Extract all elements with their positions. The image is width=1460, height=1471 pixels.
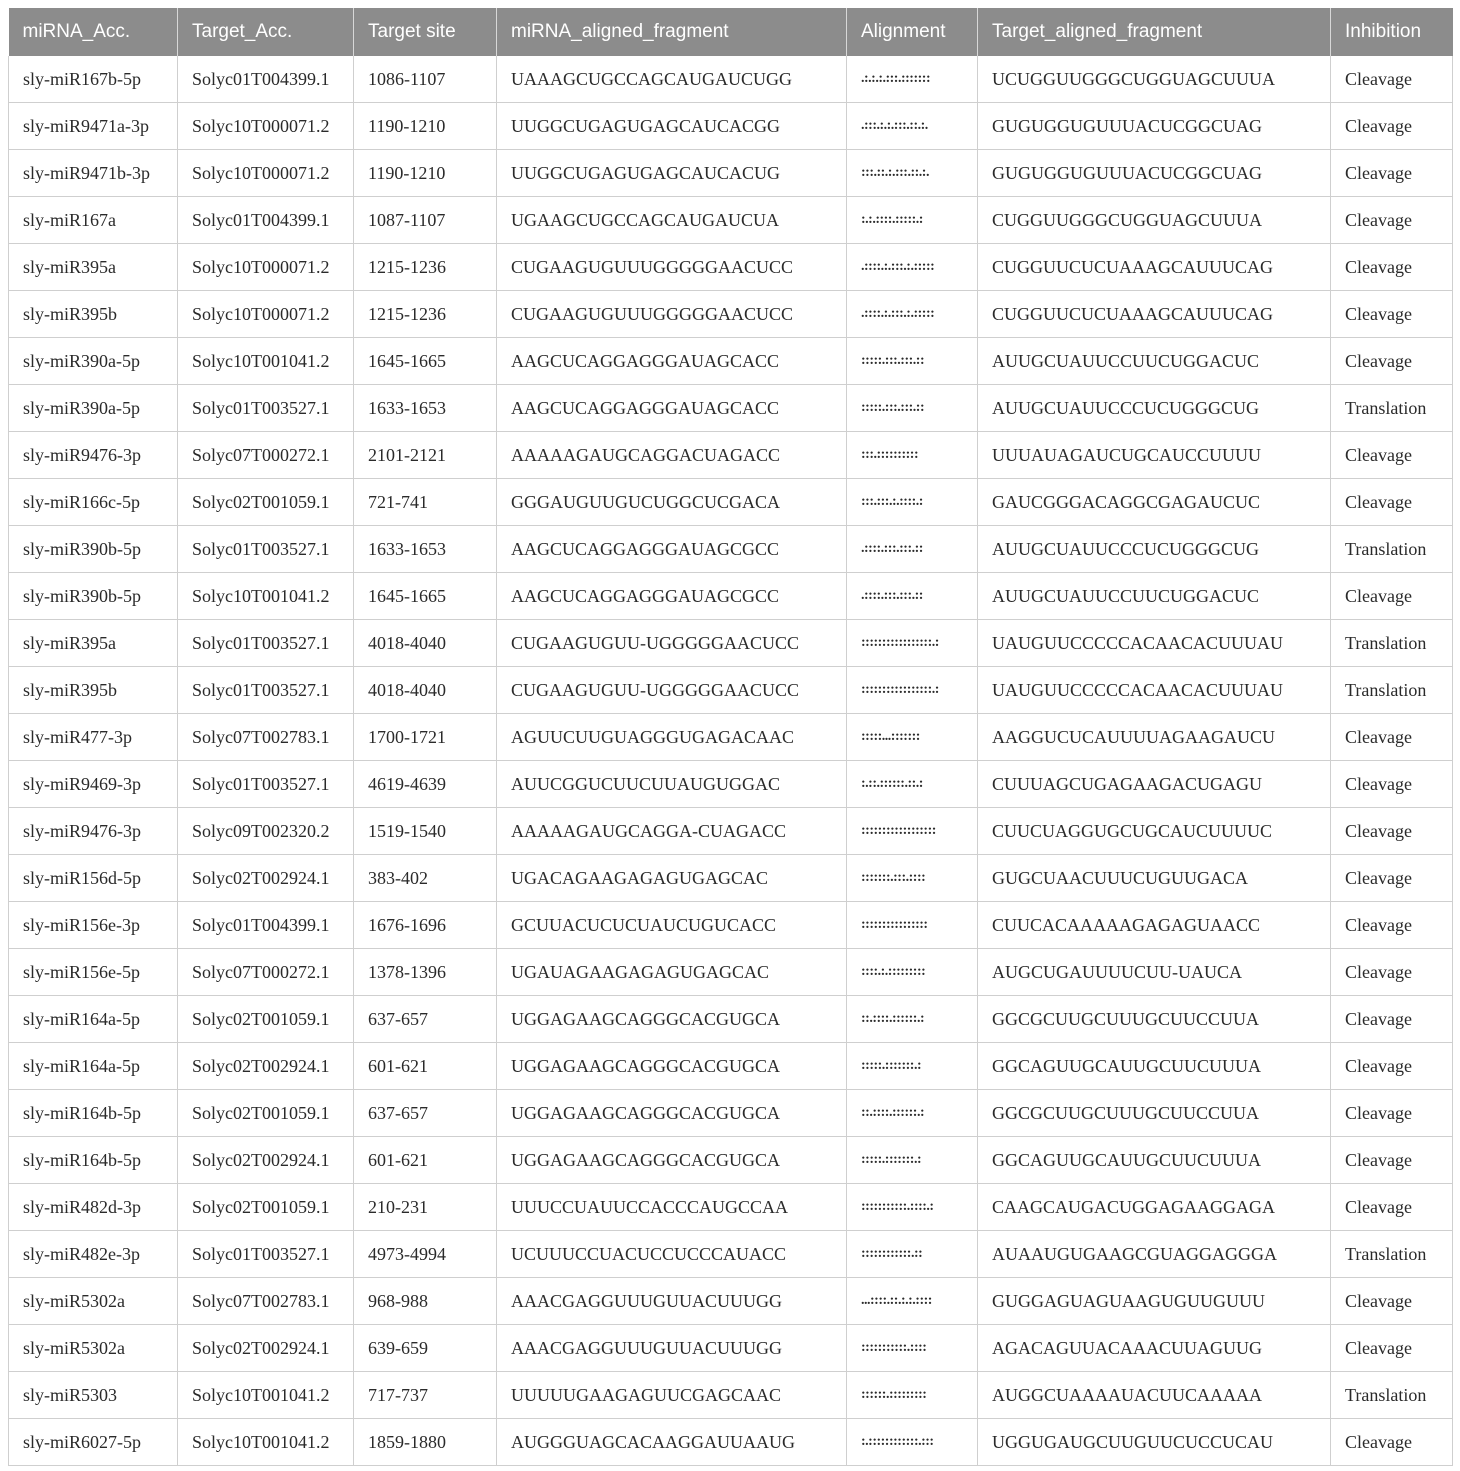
target-site-cell: 1859-1880 [354, 1419, 497, 1466]
target-fragment-cell: UUUAUAGAUCUGCAUCCUUUU [978, 432, 1331, 479]
header-alignment: Alignment [847, 8, 978, 56]
mirna-fragment-cell: CUGAAGUGUUUGGGGGAACUCC [497, 291, 847, 338]
target-site-cell: 1633-1653 [354, 385, 497, 432]
mirna-fragment-cell: UCUUUCCUACUCCUCCCAUACC [497, 1231, 847, 1278]
alignment-cell: :::::::::::.::::.: [847, 1184, 978, 1231]
table-row [9, 620, 1453, 667]
target-site-cell: 4973-4994 [354, 1231, 497, 1278]
mirna-acc-cell: sly-miR6027-5p [9, 1419, 178, 1466]
alignment-cell: .::::.:.:::.:.::::: [847, 291, 978, 338]
alignment-cell: :.::.::::::.::.: [847, 761, 978, 808]
table-row [9, 479, 1453, 526]
target-acc-cell: Solyc02T002924.1 [178, 1325, 354, 1372]
target-fragment-cell: CUGGUUCUCUAAAGCAUUUCAG [978, 291, 1331, 338]
table-row [9, 244, 1453, 291]
target-site-cell: 4018-4040 [354, 667, 497, 714]
table-row [9, 855, 1453, 902]
alignment-cell: :::::.:::.:::.:: [847, 338, 978, 385]
alignment-cell: .:::.:.:.:::.::.:. [847, 103, 978, 150]
target-site-cell: 601-621 [354, 1043, 497, 1090]
table-row [9, 1372, 1453, 1419]
table-row [9, 338, 1453, 385]
table-row [9, 949, 1453, 996]
mirna-acc-cell: sly-miR395b [9, 667, 178, 714]
mirna-fragment-cell: UGGAGAAGCAGGGCACGUGCA [497, 1043, 847, 1090]
alignment-cell: ::::.:.::::::::: [847, 949, 978, 996]
table-row [9, 996, 1453, 1043]
target-acc-cell: Solyc01T003527.1 [178, 1231, 354, 1278]
target-fragment-cell: GAUCGGGACAGGCGAGAUCUC [978, 479, 1331, 526]
table-row [9, 1419, 1453, 1466]
mirna-acc-cell: sly-miR390a-5p [9, 385, 178, 432]
inhibition-cell: Cleavage [1331, 479, 1453, 526]
target-acc-cell: Solyc01T004399.1 [178, 56, 354, 103]
mirna-fragment-cell: CUGAAGUGUU-UGGGGGAACUCC [497, 620, 847, 667]
header-target-acc: Target_Acc. [178, 8, 354, 56]
target-acc-cell: Solyc01T004399.1 [178, 902, 354, 949]
mirna-acc-cell: sly-miR395a [9, 620, 178, 667]
target-site-cell: 1086-1107 [354, 56, 497, 103]
table-row [9, 197, 1453, 244]
target-fragment-cell: CAAGCAUGACUGGAGAAGGAGA [978, 1184, 1331, 1231]
table-row [9, 808, 1453, 855]
alignment-cell: :::::.:::::::.: [847, 1043, 978, 1090]
table-row [9, 56, 1453, 103]
target-acc-cell: Solyc09T002320.2 [178, 808, 354, 855]
target-site-cell: 1645-1665 [354, 573, 497, 620]
inhibition-cell: Cleavage [1331, 1278, 1453, 1325]
target-site-cell: 210-231 [354, 1184, 497, 1231]
inhibition-cell: Cleavage [1331, 949, 1453, 996]
mirna-fragment-cell: AAAAAGAUGCAGGA-CUAGACC [497, 808, 847, 855]
mirna-acc-cell: sly-miR5303 [9, 1372, 178, 1419]
target-acc-cell: Solyc01T003527.1 [178, 761, 354, 808]
target-fragment-cell: UAUGUUCCCCCACAACACUUUAU [978, 620, 1331, 667]
target-acc-cell: Solyc07T000272.1 [178, 949, 354, 996]
inhibition-cell: Cleavage [1331, 761, 1453, 808]
inhibition-cell: Cleavage [1331, 244, 1453, 291]
target-acc-cell: Solyc02T001059.1 [178, 479, 354, 526]
alignment-cell: :.:.::::.:::::.: [847, 197, 978, 244]
mirna-fragment-cell: AAGCUCAGGAGGGAUAGCGCC [497, 526, 847, 573]
target-site-cell: 1378-1396 [354, 949, 497, 996]
target-site-cell: 1700-1721 [354, 714, 497, 761]
alignment-cell: :::.::.:.:::.::.:. [847, 150, 978, 197]
target-fragment-cell: AUUGCUAUUCCUUCUGGACUC [978, 573, 1331, 620]
table-row [9, 902, 1453, 949]
mirna-fragment-cell: AAACGAGGUUUGUUACUUUGG [497, 1278, 847, 1325]
mirna-fragment-cell: AAAAAGAUGCAGGACUAGACC [497, 432, 847, 479]
target-acc-cell: Solyc02T001059.1 [178, 1090, 354, 1137]
mirna-fragment-cell: AAGCUCAGGAGGGAUAGCACC [497, 385, 847, 432]
mirna-acc-cell: sly-miR9469-3p [9, 761, 178, 808]
mirna-acc-cell: sly-miR5302a [9, 1325, 178, 1372]
alignment-cell: .::::.:.:::.:.::::: [847, 244, 978, 291]
mirna-fragment-cell: UGAAGCUGCCAGCAUGAUCUA [497, 197, 847, 244]
target-acc-cell: Solyc02T001059.1 [178, 1184, 354, 1231]
alignment-cell: .::::.:::.:::.:: [847, 573, 978, 620]
mirna-acc-cell: sly-miR164b-5p [9, 1090, 178, 1137]
mirna-fragment-cell: GCUUACUCUCUAUCUGUCACC [497, 902, 847, 949]
mirna-fragment-cell: AUGGGUAGCACAAGGAUUAAUG [497, 1419, 847, 1466]
header-mirna-acc: miRNA_Acc. [9, 8, 178, 56]
target-acc-cell: Solyc10T001041.2 [178, 338, 354, 385]
target-fragment-cell: UAUGUUCCCCCACAACACUUUAU [978, 667, 1331, 714]
mirna-acc-cell: sly-miR9476-3p [9, 808, 178, 855]
mirna-acc-cell: sly-miR156d-5p [9, 855, 178, 902]
table-row [9, 150, 1453, 197]
inhibition-cell: Cleavage [1331, 1419, 1453, 1466]
target-acc-cell: Solyc01T003527.1 [178, 620, 354, 667]
mirna-acc-cell: sly-miR167b-5p [9, 56, 178, 103]
inhibition-cell: Cleavage [1331, 338, 1453, 385]
mirna-acc-cell: sly-miR390b-5p [9, 573, 178, 620]
mirna-acc-cell: sly-miR164b-5p [9, 1137, 178, 1184]
mirna-acc-cell: sly-miR156e-3p [9, 902, 178, 949]
target-acc-cell: Solyc10T001041.2 [178, 1372, 354, 1419]
alignment-cell: :::.:::::::::: [847, 432, 978, 479]
alignment-cell: ::::::.::::::::: [847, 1372, 978, 1419]
table-row [9, 1090, 1453, 1137]
alignment-cell: :::.:::.:.::::.: [847, 479, 978, 526]
target-site-cell: 4619-4639 [354, 761, 497, 808]
inhibition-cell: Cleavage [1331, 573, 1453, 620]
target-fragment-cell: AUUGCUAUUCCUUCUGGACUC [978, 338, 1331, 385]
mirna-fragment-cell: AAACGAGGUUUGUUACUUUGG [497, 1325, 847, 1372]
mirna-fragment-cell: UAAAGCUGCCAGCAUGAUCUGG [497, 56, 847, 103]
target-acc-cell: Solyc02T002924.1 [178, 855, 354, 902]
table-header [9, 8, 1453, 56]
mirna-acc-cell: sly-miR9471a-3p [9, 103, 178, 150]
inhibition-cell: Translation [1331, 385, 1453, 432]
mirna-fragment-cell: GGGAUGUUGUCUGGCUCGACA [497, 479, 847, 526]
alignment-cell: ::.::::.::::::.: [847, 996, 978, 1043]
target-site-cell: 721-741 [354, 479, 497, 526]
alignment-cell: :::::::::::::::::.: [847, 620, 978, 667]
inhibition-cell: Translation [1331, 1231, 1453, 1278]
mirna-fragment-cell: UUGGCUGAGUGAGCAUCACGG [497, 103, 847, 150]
alignment-cell: :::::.:::::::.: [847, 1137, 978, 1184]
inhibition-cell: Cleavage [1331, 714, 1453, 761]
inhibition-cell: Cleavage [1331, 996, 1453, 1043]
target-acc-cell: Solyc01T004399.1 [178, 197, 354, 244]
table-row [9, 1184, 1453, 1231]
target-fragment-cell: AUUGCUAUUCCCUCUGGGCUG [978, 526, 1331, 573]
table-row [9, 1325, 1453, 1372]
mirna-acc-cell: sly-miR164a-5p [9, 996, 178, 1043]
inhibition-cell: Cleavage [1331, 197, 1453, 244]
target-acc-cell: Solyc10T001041.2 [178, 573, 354, 620]
mirna-acc-cell: sly-miR395a [9, 244, 178, 291]
mirna-acc-cell: sly-miR482e-3p [9, 1231, 178, 1278]
table-row [9, 573, 1453, 620]
inhibition-cell: Cleavage [1331, 103, 1453, 150]
table-row [9, 667, 1453, 714]
mirna-fragment-cell: AAGCUCAGGAGGGAUAGCACC [497, 338, 847, 385]
target-fragment-cell: GGCAGUUGCAUUGCUUCUUUA [978, 1137, 1331, 1184]
alignment-cell: .::::.:::.:::.:: [847, 526, 978, 573]
alignment-cell: :::::::::::::::::.: [847, 667, 978, 714]
alignment-cell: :::::.:::.:::.:: [847, 385, 978, 432]
target-fragment-cell: AGACAGUUACAAACUUAGUUG [978, 1325, 1331, 1372]
inhibition-cell: Cleavage [1331, 1090, 1453, 1137]
inhibition-cell: Translation [1331, 620, 1453, 667]
target-acc-cell: Solyc10T001041.2 [178, 1419, 354, 1466]
table-row [9, 1278, 1453, 1325]
target-acc-cell: Solyc01T003527.1 [178, 385, 354, 432]
target-fragment-cell: AUGCUGAUUUUCUU-UAUCA [978, 949, 1331, 996]
alignment-cell: :::::::.:::.:::: [847, 855, 978, 902]
target-fragment-cell: UCUGGUUGGGCUGGUAGCUUUA [978, 56, 1331, 103]
target-fragment-cell: AAGGUCUCAUUUUAGAAGAUCU [978, 714, 1331, 761]
table-body [9, 56, 1453, 1466]
mirna-fragment-cell: UGAUAGAAGAGAGUGAGCAC [497, 949, 847, 996]
mirna-acc-cell: sly-miR9471b-3p [9, 150, 178, 197]
table-row [9, 291, 1453, 338]
mirna-fragment-cell: UGACAGAAGAGAGUGAGCAC [497, 855, 847, 902]
target-fragment-cell: AUAAUGUGAAGCGUAGGAGGGA [978, 1231, 1331, 1278]
inhibition-cell: Translation [1331, 1372, 1453, 1419]
target-acc-cell: Solyc07T002783.1 [178, 1278, 354, 1325]
target-site-cell: 383-402 [354, 855, 497, 902]
inhibition-cell: Translation [1331, 526, 1453, 573]
target-site-cell: 1215-1236 [354, 244, 497, 291]
mirna-acc-cell: sly-miR164a-5p [9, 1043, 178, 1090]
target-site-cell: 637-657 [354, 996, 497, 1043]
target-fragment-cell: AUGGCUAAAAUACUUCAAAAA [978, 1372, 1331, 1419]
target-site-cell: 1087-1107 [354, 197, 497, 244]
inhibition-cell: Cleavage [1331, 291, 1453, 338]
target-site-cell: 1190-1210 [354, 150, 497, 197]
table-row [9, 714, 1453, 761]
inhibition-cell: Cleavage [1331, 150, 1453, 197]
mirna-fragment-cell: UGGAGAAGCAGGGCACGUGCA [497, 1090, 847, 1137]
target-acc-cell: Solyc10T000071.2 [178, 291, 354, 338]
target-fragment-cell: GUGUGGUGUUUACUCGGCUAG [978, 103, 1331, 150]
target-site-cell: 639-659 [354, 1325, 497, 1372]
alignment-cell: :::::::::::::::: [847, 902, 978, 949]
target-acc-cell: Solyc07T002783.1 [178, 714, 354, 761]
target-acc-cell: Solyc02T002924.1 [178, 1043, 354, 1090]
alignment-cell: :.::::::::::::.::: [847, 1419, 978, 1466]
mirna-acc-cell: sly-miR156e-5p [9, 949, 178, 996]
inhibition-cell: Cleavage [1331, 56, 1453, 103]
mirna-acc-cell: sly-miR9476-3p [9, 432, 178, 479]
target-fragment-cell: GUGGAGUAGUAAGUGUUGUUU [978, 1278, 1331, 1325]
inhibition-cell: Cleavage [1331, 1137, 1453, 1184]
target-acc-cell: Solyc10T000071.2 [178, 244, 354, 291]
target-site-cell: 1215-1236 [354, 291, 497, 338]
table-row [9, 1137, 1453, 1184]
target-fragment-cell: CUGGUUCUCUAAAGCAUUUCAG [978, 244, 1331, 291]
target-acc-cell: Solyc10T000071.2 [178, 103, 354, 150]
table-row [9, 1043, 1453, 1090]
inhibition-cell: Cleavage [1331, 432, 1453, 479]
alignment-cell: :::::::::::.:::: [847, 1325, 978, 1372]
mirna-fragment-cell: UGGAGAAGCAGGGCACGUGCA [497, 996, 847, 1043]
mirna-fragment-cell: UUUUUGAAGAGUUCGAGCAAC [497, 1372, 847, 1419]
mirna-acc-cell: sly-miR390b-5p [9, 526, 178, 573]
target-site-cell: 1519-1540 [354, 808, 497, 855]
target-acc-cell: Solyc02T001059.1 [178, 996, 354, 1043]
target-site-cell: 1190-1210 [354, 103, 497, 150]
target-site-cell: 601-621 [354, 1137, 497, 1184]
alignment-cell: :::::...::::::: [847, 714, 978, 761]
table-row [9, 761, 1453, 808]
mirna-fragment-cell: UUUCCUAUUCCACCCAUGCCAA [497, 1184, 847, 1231]
mirna-fragment-cell: AUUCGGUCUUCUUAUGUGGAC [497, 761, 847, 808]
header-mirna-aligned-fragment: miRNA_aligned_fragment [497, 8, 847, 56]
mirna-acc-cell: sly-miR167a [9, 197, 178, 244]
header-inhibition: Inhibition [1331, 8, 1453, 56]
mirna-fragment-cell: CUGAAGUGUUUGGGGGAACUCC [497, 244, 847, 291]
alignment-cell: ...::::.::.:.:.:::: [847, 1278, 978, 1325]
mirna-fragment-cell: AGUUCUUGUAGGGUGAGACAAC [497, 714, 847, 761]
target-acc-cell: Solyc02T002924.1 [178, 1137, 354, 1184]
mirna-target-table [8, 8, 1453, 1466]
target-site-cell: 4018-4040 [354, 620, 497, 667]
target-fragment-cell: GGCGCUUGCUUUGCUUCCUUA [978, 1090, 1331, 1137]
inhibition-cell: Cleavage [1331, 1043, 1453, 1090]
mirna-fragment-cell: CUGAAGUGUU-UGGGGGAACUCC [497, 667, 847, 714]
target-fragment-cell: CUGGUUGGGCUGGUAGCUUUA [978, 197, 1331, 244]
table-row [9, 385, 1453, 432]
inhibition-cell: Cleavage [1331, 808, 1453, 855]
mirna-acc-cell: sly-miR482d-3p [9, 1184, 178, 1231]
alignment-cell: ::.::::.::::::.: [847, 1090, 978, 1137]
target-fragment-cell: GGCGCUUGCUUUGCUUCCUUA [978, 996, 1331, 1043]
mirna-acc-cell: sly-miR5302a [9, 1278, 178, 1325]
target-fragment-cell: UGGUGAUGCUUGUUCUCCUCAU [978, 1419, 1331, 1466]
header-target-aligned-fragment: Target_aligned_fragment [978, 8, 1331, 56]
table-row [9, 526, 1453, 573]
mirna-fragment-cell: AAGCUCAGGAGGGAUAGCGCC [497, 573, 847, 620]
target-acc-cell: Solyc01T003527.1 [178, 667, 354, 714]
target-fragment-cell: GUGCUAACUUUCUGUUGACA [978, 855, 1331, 902]
inhibition-cell: Cleavage [1331, 902, 1453, 949]
table-row [9, 1231, 1453, 1278]
target-site-cell: 1645-1665 [354, 338, 497, 385]
target-acc-cell: Solyc07T000272.1 [178, 432, 354, 479]
results-table-container [8, 8, 1452, 1466]
mirna-acc-cell: sly-miR395b [9, 291, 178, 338]
mirna-acc-cell: sly-miR477-3p [9, 714, 178, 761]
mirna-acc-cell: sly-miR166c-5p [9, 479, 178, 526]
inhibition-cell: Translation [1331, 667, 1453, 714]
target-fragment-cell: GUGUGGUGUUUACUCGGCUAG [978, 150, 1331, 197]
target-fragment-cell: CUUCACAAAAAGAGAGUAACC [978, 902, 1331, 949]
target-site-cell: 1633-1653 [354, 526, 497, 573]
target-site-cell: 968-988 [354, 1278, 497, 1325]
header-target-site: Target site [354, 8, 497, 56]
alignment-cell: .:.:.:.:::.::::::: [847, 56, 978, 103]
mirna-fragment-cell: UUGGCUGAGUGAGCAUCACUG [497, 150, 847, 197]
table-row [9, 432, 1453, 479]
target-site-cell: 637-657 [354, 1090, 497, 1137]
target-fragment-cell: CUUCUAGGUGCUGCAUCUUUUC [978, 808, 1331, 855]
alignment-cell: ::::::::::::.:: [847, 1231, 978, 1278]
alignment-cell: :::::::::::::::::: [847, 808, 978, 855]
target-fragment-cell: AUUGCUAUUCCCUCUGGGCUG [978, 385, 1331, 432]
target-site-cell: 2101-2121 [354, 432, 497, 479]
header-row [9, 8, 1453, 56]
mirna-acc-cell: sly-miR390a-5p [9, 338, 178, 385]
target-acc-cell: Solyc10T000071.2 [178, 150, 354, 197]
target-site-cell: 1676-1696 [354, 902, 497, 949]
inhibition-cell: Cleavage [1331, 1184, 1453, 1231]
target-fragment-cell: CUUUAGCUGAGAAGACUGAGU [978, 761, 1331, 808]
target-acc-cell: Solyc01T003527.1 [178, 526, 354, 573]
mirna-fragment-cell: UGGAGAAGCAGGGCACGUGCA [497, 1137, 847, 1184]
target-site-cell: 717-737 [354, 1372, 497, 1419]
table-row [9, 103, 1453, 150]
target-fragment-cell: GGCAGUUGCAUUGCUUCUUUA [978, 1043, 1331, 1090]
inhibition-cell: Cleavage [1331, 1325, 1453, 1372]
inhibition-cell: Cleavage [1331, 855, 1453, 902]
